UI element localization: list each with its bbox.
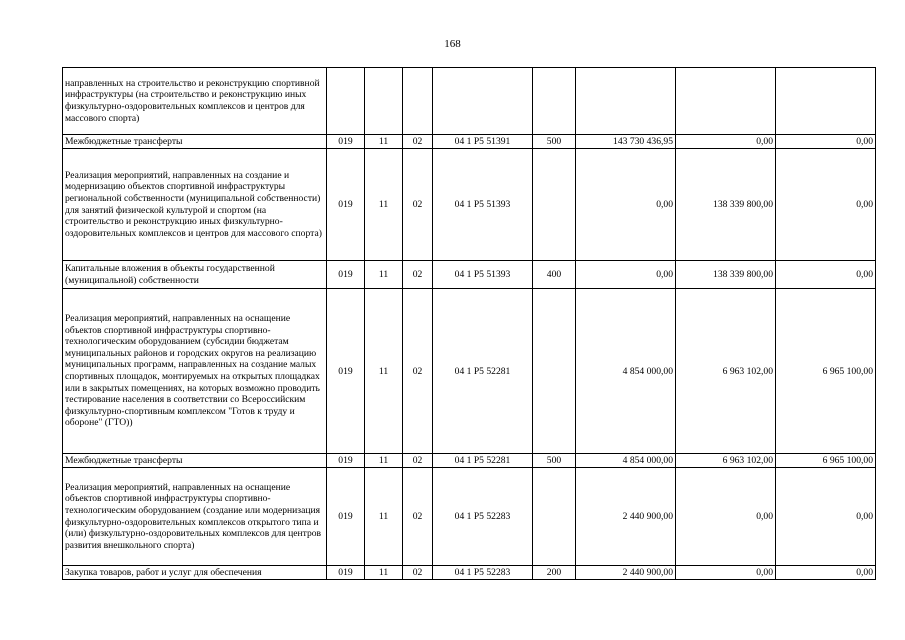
table-row xyxy=(63,261,876,289)
row-subsection: 02 xyxy=(403,135,433,149)
table-row xyxy=(63,289,876,454)
row-sum-3: 6 965 100,00 xyxy=(776,454,876,468)
row-subsection: 02 xyxy=(403,261,433,289)
row-section: 11 xyxy=(365,289,403,454)
row-section: 11 xyxy=(365,566,403,580)
row-expense-type xyxy=(533,468,576,566)
row-grbs: 019 xyxy=(327,566,365,580)
row-sum-2: 0,00 xyxy=(676,468,776,566)
row-name: направленных на строительство и реконструкцию спортивной инфраструктуры (на строительство и реконструкцию иных физкультурно-оздоровительных комплексов и центров для массового спорта) xyxy=(63,68,327,135)
page-number: 168 xyxy=(444,38,461,50)
row-section xyxy=(365,68,403,135)
row-grbs: 019 xyxy=(327,454,365,468)
row-sum-1: 0,00 xyxy=(576,261,676,289)
row-grbs: 019 xyxy=(327,135,365,149)
row-name: Реализация мероприятий, направленных на оснащение объектов спортивной инфраструктуры спортивно-технологическим оборудованием (создание или модернизация физкультурно-оздоровительных комплексов открытого типа и (или) физкультурно-оздоровительных комплексов для центров развития внешкольного спорта) xyxy=(63,468,327,566)
row-section: 11 xyxy=(365,135,403,149)
row-sum-1: 4 854 000,00 xyxy=(576,454,676,468)
row-expense-type: 500 xyxy=(533,135,576,149)
row-sum-2: 138 339 800,00 xyxy=(676,261,776,289)
table-row xyxy=(63,135,876,149)
row-grbs: 019 xyxy=(327,289,365,454)
row-subsection: 02 xyxy=(403,149,433,261)
row-grbs: 019 xyxy=(327,468,365,566)
table-row xyxy=(63,454,876,468)
row-name: Реализация мероприятий, направленных на оснащение объектов спортивной инфраструктуры спортивно-технологическим оборудованием (субсидии бюджетам муниципальных районов и городских округов на реализацию муниципальных программ, направленных на создание малых спортивных площадок, монтируемых на открытых площадках или в закрытых помещениях, на которых возможно проводить тестирование населения в соответствии со Всероссийским физкультурно-спортивным комплексом "Готов к труду и обороне" (ГТО)) xyxy=(63,289,327,454)
row-expense-type: 400 xyxy=(533,261,576,289)
row-sum-3: 0,00 xyxy=(776,566,876,580)
row-sum-1: 2 440 900,00 xyxy=(576,566,676,580)
row-sum-1: 4 854 000,00 xyxy=(576,289,676,454)
row-sum-2 xyxy=(676,68,776,135)
row-sum-2: 0,00 xyxy=(676,566,776,580)
row-grbs xyxy=(327,68,365,135)
row-sum-3: 6 965 100,00 xyxy=(776,289,876,454)
row-section: 11 xyxy=(365,149,403,261)
row-expense-type xyxy=(533,149,576,261)
row-subsection: 02 xyxy=(403,454,433,468)
row-target-article: 04 1 P5 51391 xyxy=(433,135,533,149)
row-sum-2: 6 963 102,00 xyxy=(676,289,776,454)
table-body xyxy=(63,68,876,580)
row-subsection: 02 xyxy=(403,468,433,566)
row-grbs: 019 xyxy=(327,261,365,289)
row-sum-1: 143 730 436,95 xyxy=(576,135,676,149)
row-subsection: 02 xyxy=(403,566,433,580)
row-sum-1: 0,00 xyxy=(576,149,676,261)
row-sum-2: 0,00 xyxy=(676,135,776,149)
row-subsection xyxy=(403,68,433,135)
row-section: 11 xyxy=(365,468,403,566)
row-sum-3: 0,00 xyxy=(776,261,876,289)
table-row xyxy=(63,566,876,580)
row-name: Закупка товаров, работ и услуг для обеспечения xyxy=(63,566,327,580)
row-target-article: 04 1 P5 52283 xyxy=(433,566,533,580)
row-sum-3: 0,00 xyxy=(776,468,876,566)
row-subsection: 02 xyxy=(403,289,433,454)
row-target-article: 04 1 P5 51393 xyxy=(433,261,533,289)
budget-table xyxy=(62,67,876,580)
row-target-article xyxy=(433,68,533,135)
row-target-article: 04 1 P5 51393 xyxy=(433,149,533,261)
table-row xyxy=(63,468,876,566)
row-name: Капитальные вложения в объекты государственной (муниципальной) собственности xyxy=(63,261,327,289)
row-expense-type: 500 xyxy=(533,454,576,468)
row-section: 11 xyxy=(365,454,403,468)
row-grbs: 019 xyxy=(327,149,365,261)
row-expense-type: 200 xyxy=(533,566,576,580)
row-name: Реализация мероприятий, направленных на создание и модернизацию объектов спортивной инфраструктуры региональной собственности (муниципальной собственности) для занятий физической культурой и спортом (на строительство и реконструкцию иных физкультурно-оздоровительных комплексов и центров для массового спорта) xyxy=(63,149,327,261)
row-sum-3 xyxy=(776,68,876,135)
row-target-article: 04 1 P5 52281 xyxy=(433,289,533,454)
row-expense-type xyxy=(533,68,576,135)
table-row xyxy=(63,68,876,135)
table-row xyxy=(63,149,876,261)
row-sum-1: 2 440 900,00 xyxy=(576,468,676,566)
row-sum-2: 6 963 102,00 xyxy=(676,454,776,468)
row-sum-2: 138 339 800,00 xyxy=(676,149,776,261)
row-expense-type xyxy=(533,289,576,454)
row-name: Межбюджетные трансферты xyxy=(63,454,327,468)
row-section: 11 xyxy=(365,261,403,289)
row-sum-3: 0,00 xyxy=(776,135,876,149)
row-sum-3: 0,00 xyxy=(776,149,876,261)
row-target-article: 04 1 P5 52283 xyxy=(433,468,533,566)
row-target-article: 04 1 P5 52281 xyxy=(433,454,533,468)
row-name: Межбюджетные трансферты xyxy=(63,135,327,149)
row-sum-1 xyxy=(576,68,676,135)
